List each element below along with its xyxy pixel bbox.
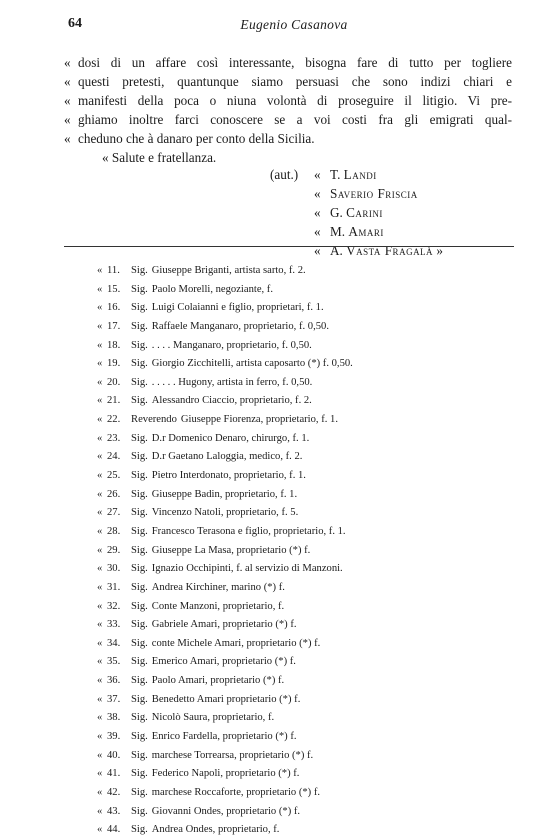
list-item (97, 709, 517, 728)
list-item (97, 486, 517, 505)
signatory-name: Saverio Friscia (330, 186, 418, 201)
letter-line: « cheduno che à danaro per conto della Sicilia. (64, 131, 315, 146)
entry-number: 18. (107, 339, 121, 351)
entry-title: Sig. (131, 619, 148, 631)
entry-number: 25. (107, 470, 121, 482)
list-item (97, 355, 517, 374)
list-item (97, 318, 517, 337)
quote-mark: « (97, 265, 103, 276)
entry-text: Raffaele Manganaro, proprietario, f. 0,50. (151, 320, 329, 332)
entry-title: Sig. (131, 675, 148, 687)
signature-line: « A. Vasta Fragalà » (314, 243, 443, 258)
entry-title: Sig. (131, 283, 148, 295)
entry-number: 22. (107, 414, 121, 426)
quote-mark: « (97, 339, 103, 351)
entry-title: Sig. (131, 395, 148, 407)
entry-title: Sig. (131, 600, 148, 612)
quote-mark: « (97, 563, 103, 575)
quote-mark: « (97, 749, 103, 761)
entry-number: 31. (107, 581, 121, 593)
entry-text: Enrico Fardella, proprietario (*) f. (151, 731, 297, 743)
entry-number: 42. (107, 786, 121, 798)
letter-line: « manifesti della poca o niuna volontà di proseguire il litigio. Vi pre- (64, 93, 512, 108)
entry-title: Sig. (131, 768, 148, 780)
entry-title: Sig. (131, 712, 148, 724)
entry-number: 26. (107, 488, 121, 500)
entry-text: D.r Gaetano Laloggia, medico, f. 2. (151, 451, 303, 463)
quote-mark: « (97, 581, 103, 593)
entry-number: 23. (107, 432, 121, 444)
quote-mark: « (97, 358, 103, 370)
entry-number: 40. (107, 749, 121, 761)
entry-title: Sig. (131, 563, 148, 575)
entry-number: 38. (107, 712, 121, 724)
signature-line: « Saverio Friscia (314, 186, 418, 201)
entry-number: 11. (107, 265, 120, 276)
entry-text: Giuseppe La Masa, proprietario (*) f. (151, 544, 311, 556)
entry-title: Sig. (131, 302, 148, 314)
entry-number: 24. (107, 451, 121, 463)
signatory-name: Amari (348, 224, 384, 239)
entry-text: Giorgio Zicchitelli, artista caposarto (*) f. 0,50. (151, 358, 353, 370)
signatory-name: Landi (343, 167, 377, 182)
entry-text: Pietro Interdonato, proprietario, f. 1. (151, 470, 306, 482)
quote-mark: « (97, 376, 103, 388)
list-item (97, 281, 517, 300)
letter-line: « dosi di un affare così interessante, bisogna fare di tutto per togliere (64, 55, 512, 70)
quote-mark: « (97, 544, 103, 556)
list-item (97, 765, 517, 784)
list-item (97, 691, 517, 710)
entry-text: conte Michele Amari, proprietario (*) f. (151, 637, 321, 649)
list-item (97, 523, 517, 542)
entry-title: Sig. (131, 488, 148, 500)
entry-number: 41. (107, 768, 121, 780)
list-item (97, 653, 517, 672)
quote-mark: « (97, 637, 103, 649)
entry-number: 32. (107, 600, 121, 612)
entry-text: Vincenzo Natoli, proprietario, f. 5. (151, 507, 299, 519)
entry-title: Sig. (131, 470, 148, 482)
page-header (64, 16, 524, 36)
quote-mark: « (97, 302, 103, 314)
entry-text: Paolo Morelli, negoziante, f. (151, 283, 273, 295)
list-item (97, 784, 517, 803)
quote-mark: « (97, 488, 103, 500)
list-item (97, 542, 517, 561)
quote-mark: « (97, 712, 103, 724)
entry-title: Sig. (131, 358, 148, 370)
entry-text: Alessandro Ciaccio, proprietario, f. 2. (151, 395, 312, 407)
list-item (97, 672, 517, 691)
entry-title: Sig. (131, 432, 148, 444)
list-item (97, 374, 517, 393)
entry-number: 39. (107, 731, 121, 743)
letter-closing: « Salute e fratellanza. (102, 150, 217, 165)
entry-text: Andrea Ondes, proprietario, f. (151, 824, 280, 836)
quote-mark: « (97, 656, 103, 668)
quote-mark: « (97, 432, 103, 444)
entry-title: Sig. (131, 265, 148, 276)
entry-number: 30. (107, 563, 121, 575)
list-item (97, 411, 517, 430)
signatory-name: Vasta Fragalà (346, 243, 434, 258)
entry-number: 16. (107, 302, 121, 314)
quote-mark: « (97, 507, 103, 519)
list-item (97, 262, 517, 281)
entry-number: 27. (107, 507, 121, 519)
entry-number: 37. (107, 693, 121, 705)
entry-text: marchese Roccaforte, proprietario (*) f. (151, 786, 321, 798)
entry-title: Sig. (131, 339, 148, 351)
entry-number: 36. (107, 675, 121, 687)
quote-mark: « (97, 395, 103, 407)
entry-title: Sig. (131, 637, 148, 649)
entry-title: Sig. (131, 693, 148, 705)
entry-number: 43. (107, 805, 121, 817)
quote-mark: « (97, 451, 103, 463)
entry-title: Sig. (131, 320, 148, 332)
entry-text: D.r Domenico Denaro, chirurgo, f. 1. (151, 432, 310, 444)
section-divider (64, 246, 514, 247)
entry-text: Nicolò Saura, proprietario, f. (151, 712, 275, 724)
list-item (97, 803, 517, 822)
list-item (97, 560, 517, 579)
quote-mark: « (97, 320, 103, 332)
entry-title: Sig. (131, 805, 148, 817)
entry-text: Conte Manzoni, proprietario, f. (151, 600, 285, 612)
entry-title: Sig. (131, 376, 148, 388)
entry-text: Ignazio Occhipinti, f. al servizio di Manzoni. (151, 563, 343, 575)
quote-mark: « (97, 283, 103, 295)
entry-title: Reverendo (131, 414, 177, 426)
entry-number: 28. (107, 525, 121, 537)
running-title: Eugenio Casanova (240, 17, 348, 32)
signatory-name: Carini (346, 205, 383, 220)
quote-mark: « (97, 470, 103, 482)
entry-text: Emerico Amari, proprietario (*) f. (151, 656, 296, 668)
list-item (97, 467, 517, 486)
list-item (97, 821, 517, 840)
entry-number: 15. (107, 283, 121, 295)
entry-text: Paolo Amari, proprietario (*) f. (151, 675, 285, 687)
signature-line: « G. Carini (314, 205, 383, 220)
entry-text: Giuseppe Briganti, artista sarto, f. 2. (151, 265, 306, 276)
quote-mark: « (97, 786, 103, 798)
entry-title: Sig. (131, 451, 148, 463)
quote-mark: « (97, 824, 103, 836)
entry-text: Luigi Colaianni e figlio, proprietari, f. 1. (151, 302, 324, 314)
entry-title: Sig. (131, 824, 148, 836)
list-item (97, 728, 517, 747)
entry-title: Sig. (131, 544, 148, 556)
signature-line: (aut.) « T. Landi (270, 167, 377, 182)
quote-mark: « (97, 731, 103, 743)
entry-number: 20. (107, 376, 121, 388)
list-item (97, 579, 517, 598)
quote-mark: « (97, 768, 103, 780)
list-item (97, 747, 517, 766)
letter-line: « questi pretesti, quantunque siamo persuasi che sono indizi chiari e (64, 74, 512, 89)
entry-number: 33. (107, 619, 121, 631)
entry-title: Sig. (131, 656, 148, 668)
list-item (97, 448, 517, 467)
entry-text: Giovanni Ondes, proprietario (*) f. (151, 805, 301, 817)
entry-text: Andrea Kirchiner, marino (*) f. (151, 581, 285, 593)
page-number: 64 (68, 16, 82, 31)
entry-number: 17. (107, 320, 121, 332)
list-item (97, 504, 517, 523)
list-item (97, 299, 517, 318)
entry-text: . . . . . Hugony, artista in ferro, f. 0,50. (151, 376, 313, 388)
list-item (97, 337, 517, 356)
list-item (97, 598, 517, 617)
entry-title: Sig. (131, 525, 148, 537)
entry-text: marchese Torrearsa, proprietario (*) f. (151, 749, 314, 761)
entry-number: 44. (107, 824, 121, 836)
entry-text: Gabriele Amari, proprietario (*) f. (151, 619, 297, 631)
list-item (97, 392, 517, 411)
entry-text: . . . . Manganaro, proprietario, f. 0,50. (151, 339, 312, 351)
letter-body (64, 53, 514, 167)
entry-text: Benedetto Amari proprietario (*) f. (151, 693, 301, 705)
autograph-label: (aut.) (270, 167, 299, 182)
quote-mark: « (97, 414, 103, 426)
entry-text: Francesco Terasona e figlio, proprietario, f. 1. (151, 525, 346, 537)
entry-title: Sig. (131, 581, 148, 593)
entry-number: 21. (107, 395, 121, 407)
entry-text: Federico Napoli, proprietario (*) f. (151, 768, 300, 780)
quote-mark: « (97, 600, 103, 612)
entry-title: Sig. (131, 731, 148, 743)
quote-mark: « (97, 693, 103, 705)
entry-number: 34. (107, 637, 121, 649)
entry-text: Giuseppe Fiorenza, proprietario, f. 1. (180, 414, 338, 426)
entry-title: Sig. (131, 749, 148, 761)
entry-text: Giuseppe Badin, proprietario, f. 1. (151, 488, 298, 500)
quote-mark: « (97, 525, 103, 537)
quote-mark: « (97, 805, 103, 817)
list-item (97, 616, 517, 635)
entry-number: 29. (107, 544, 121, 556)
subscriber-list (97, 262, 517, 840)
entry-number: 19. (107, 358, 121, 370)
quote-mark: « (97, 619, 103, 631)
signature-line: « M. Amari (314, 224, 384, 239)
letter-line: « ghiamo inoltre farci conoscere se a voi costi fra gli emigrati qual- (64, 112, 512, 127)
list-item (97, 635, 517, 654)
entry-number: 35. (107, 656, 121, 668)
entry-title: Sig. (131, 507, 148, 519)
entry-title: Sig. (131, 786, 148, 798)
quote-mark: « (97, 675, 103, 687)
list-item (97, 430, 517, 449)
